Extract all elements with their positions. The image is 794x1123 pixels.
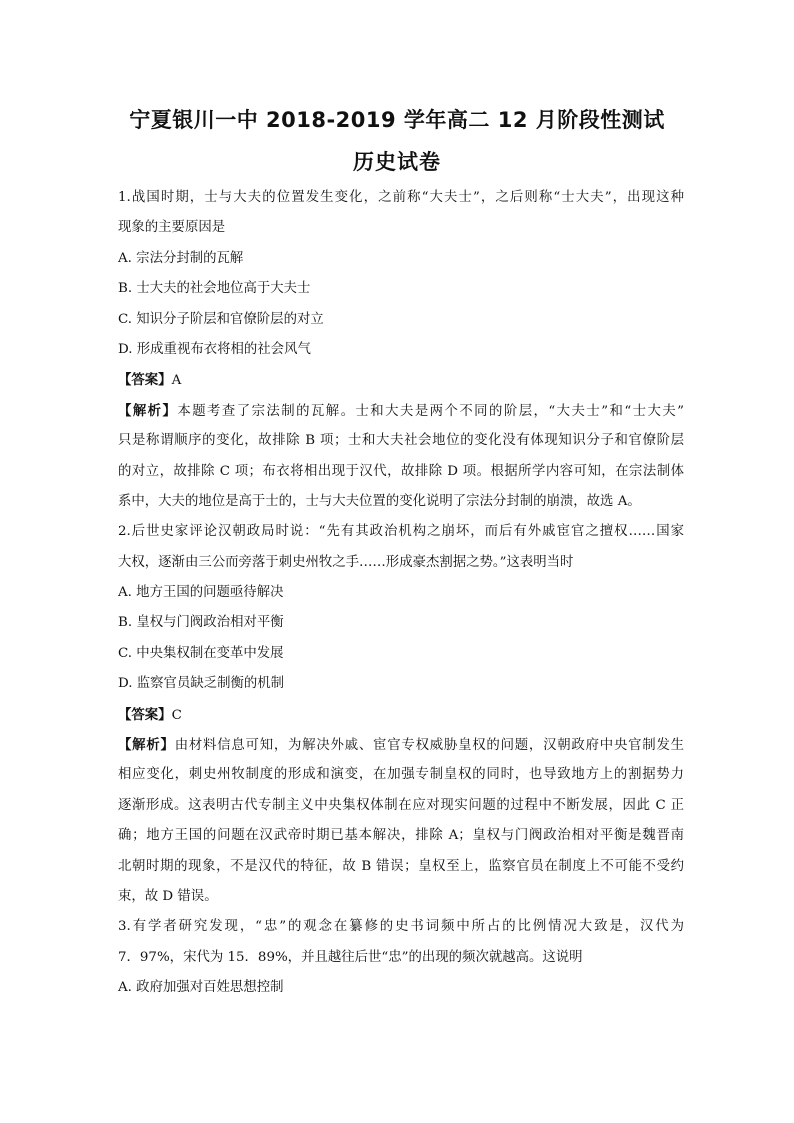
q2-stem-line: 2.后世史家评论汉朝政局时说：“先有其政治机构之崩坏，而后有外戚宦官之擅权……国家 [118,524,684,540]
answer-tag: 【答案】 [118,372,172,389]
q3-stem-line: 3.有学者研究发现，“忠”的观念在纂修的史书词频中所占的比例情况大致是，汉代为 [118,919,684,935]
exam-title: 宁夏银川一中 2018-2019 学年高二 12 月阶段性测试 [129,108,665,132]
exam-body [118,183,684,1004]
q1-option-d: D. 形成重视布衣将相的社会风气 [118,341,311,357]
q2-stem-line: 大权，逐渐由三公而旁落于刺史州牧之手……形成豪杰割据之势。”这表明当时 [118,554,574,570]
q1-stem-line: 1.战国时期，士与大夫的位置发生变化，之前称“大夫士”，之后则称“士大夫”，出现这种 [118,190,684,205]
q2-answer [118,700,684,730]
q2-analysis-line: 逐渐形成。这表明古代专制主义中央集权体制在应对现实问题的过程中不断发展，因此 C 正 [118,797,684,813]
q3-option-a: A. 政府加强对百姓思想控制 [118,980,284,996]
q2-option-d: D. 监察官员缺乏制衡的机制 [118,676,285,692]
q1-option-b: B. 士大夫的社会地位高于大夫士 [118,281,311,297]
q2-analysis-line: 束，故 D 错误。 [118,888,218,904]
q1-analysis-line: 的对立，故排除 C 项；布衣将相出现于汉代，故排除 D 项。根据所学内容可知，在宗法制体 [118,463,684,479]
q1-stem-line: 现象的主要原因是 [118,220,226,236]
analysis-text: 本题考查了宗法制的瓦解。士和大夫是两个不同的阶层，“大夫士”和“士大夫” [177,403,685,419]
q2-analysis-line [118,730,684,760]
q1-analysis-line: 系中，大夫的地位是高于士的，士与大夫位置的变化说明了宗法分封制的崩溃，故选 A。 [118,493,641,509]
q1-analysis-line [118,396,684,426]
q2-analysis-line: 确；地方王国的问题在汉武帝时期已基本解决，排除 A；皇权与门阀政治相对平衡是魏晋南 [118,828,684,844]
q2-option-a: A. 地方王国的问题亟待解决 [118,585,284,601]
q2-analysis-line: 相应变化，刺史州牧制度的形成和演变，在加强专制皇权的同时，也导致地方上的割据势力 [118,767,684,783]
q2-option-b: B. 皇权与门阀政治相对平衡 [118,615,284,631]
exam-subtitle: 历史试卷 [353,150,441,174]
q1-analysis-line: 只是称谓顺序的变化，故排除 B 项；士和大夫社会地位的变化没有体现知识分子和官僚阶层 [118,433,684,449]
answer-value: A [171,373,182,389]
q2-analysis-line: 北朝时期的现象，不是汉代的特征，故 B 错误；皇权至上，监察官员在制度上不可能不受约 [118,858,684,874]
q1-answer [118,365,684,395]
q1-option-c: C. 知识分子阶层和官僚阶层的对立 [118,311,324,327]
analysis-text: 由材料信息可知，为解决外戚、宦官专权威胁皇权的问题，汉朝政府中央官制发生 [174,738,685,754]
q2-option-c: C. 中央集权制在变革中发展 [118,645,284,661]
answer-value: C [171,707,182,723]
q1-option-a: A. 宗法分封制的瓦解 [118,250,244,266]
analysis-tag: 【解析】 [118,737,175,754]
analysis-tag: 【解析】 [118,402,178,419]
answer-tag: 【答案】 [118,706,172,723]
q3-stem-line: 7．97%，宋代为 15．89%，并且越往后世“忠”的出现的频次就越高。这说明 [118,949,583,965]
